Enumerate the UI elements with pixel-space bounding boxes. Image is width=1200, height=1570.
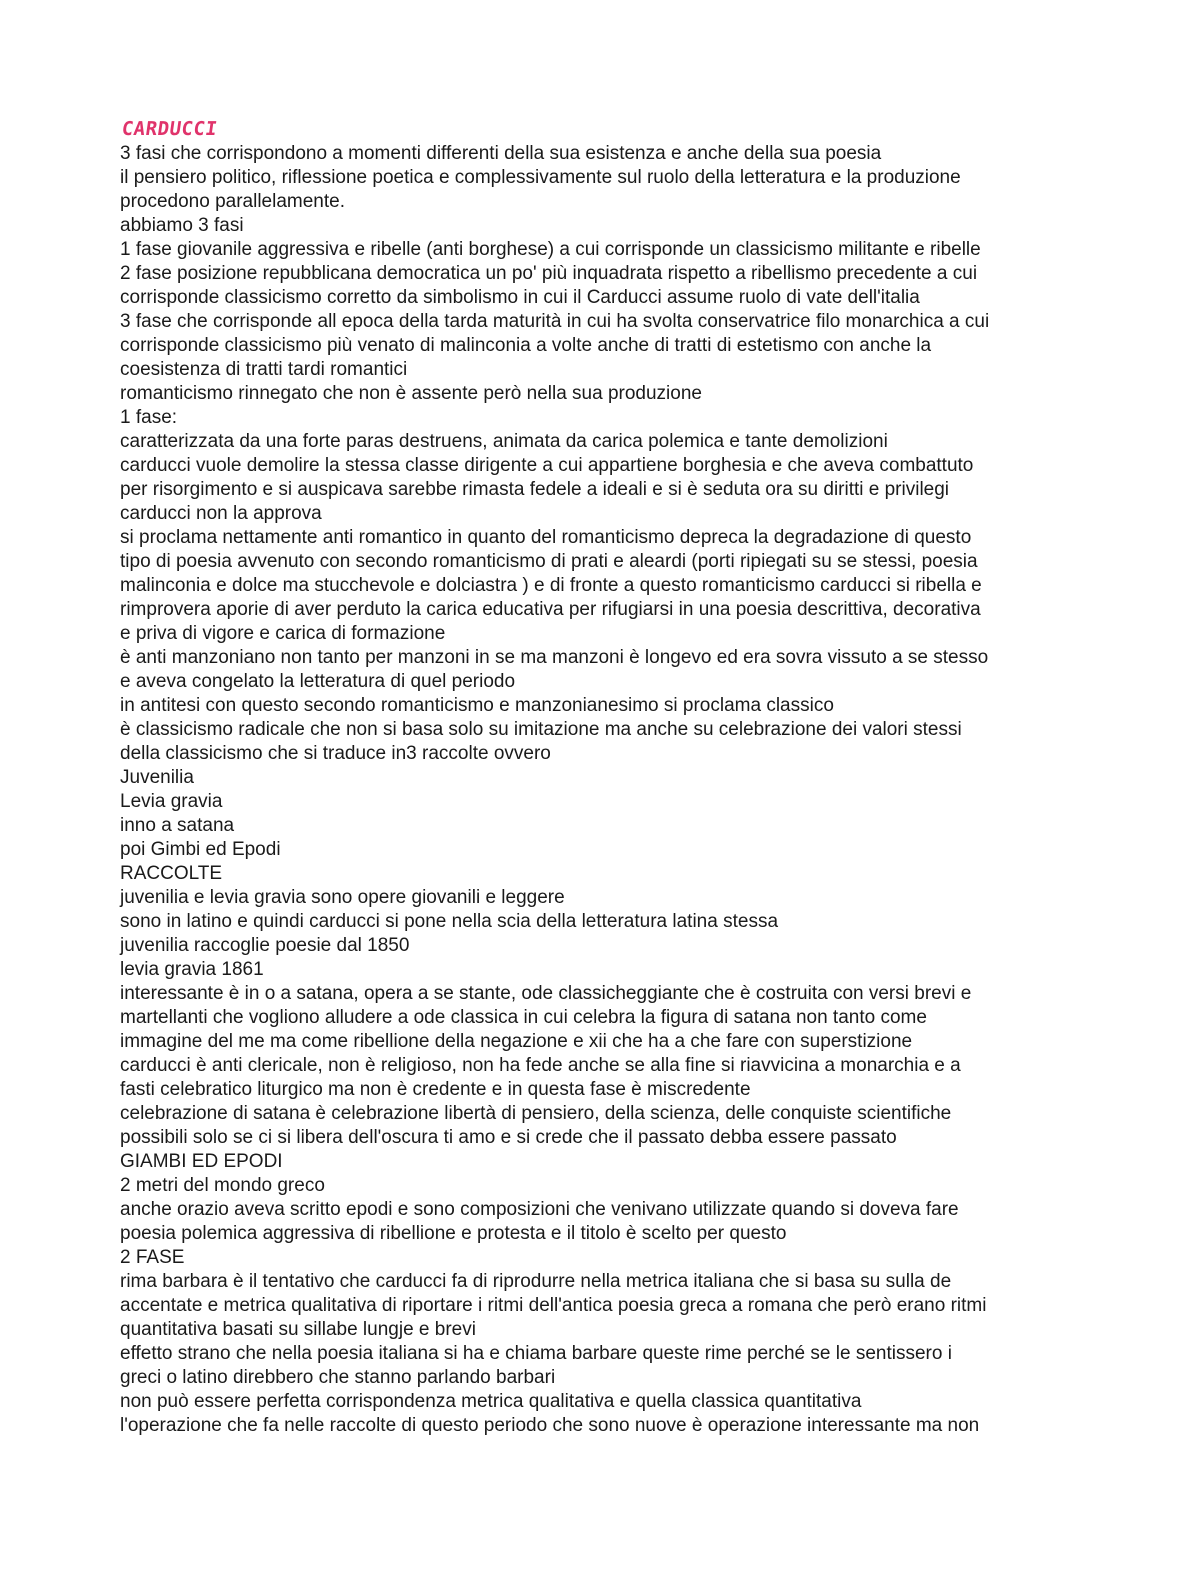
text-line: RACCOLTE <box>120 863 223 884</box>
text-line: quantitativa basati su sillabe lungje e brevi <box>120 1319 476 1340</box>
text-line: caratterizzata da una forte paras destruens, animata da carica polemica e tante demolizioni <box>120 431 888 452</box>
text-line: 1 fase: <box>120 407 178 428</box>
text-line: 2 FASE <box>120 1247 185 1268</box>
text-line: 3 fase che corrisponde all epoca della tarda maturità in cui ha svolta conservatrice filo monarchica a cui <box>120 311 990 332</box>
text-line: abbiamo 3 fasi <box>120 215 244 236</box>
text-line: corrisponde classicismo corretto da simbolismo in cui il Carducci assume ruolo di vate dell'italia <box>120 287 920 308</box>
text-line: l'operazione che fa nelle raccolte di questo periodo che sono nuove è operazione interessante ma non <box>120 1415 980 1436</box>
text-line: accentate e metrica qualitativa di riportare i ritmi dell'antica poesia greca a romana che però erano ritmi <box>120 1295 987 1316</box>
text-line: carducci vuole demolire la stessa classe dirigente a cui appartiene borghesia e che aveva combattuto <box>120 455 974 476</box>
text-line: è anti manzoniano non tanto per manzoni in se ma manzoni è longevo ed era sovra vissuto a se stesso <box>120 647 989 668</box>
text-line: interessante è in o a satana, opera a se stante, ode classicheggiante che è costruita con versi brevi e <box>120 983 972 1004</box>
text-line: Levia gravia <box>120 791 223 812</box>
text-line: greci o latino direbbero che stanno parlando barbari <box>120 1367 556 1388</box>
text-line: effetto strano che nella poesia italiana si ha e chiama barbare queste rime perché se le sentissero i <box>120 1343 952 1364</box>
text-line: 1 fase giovanile aggressiva e ribelle (anti borghese) a cui corrisponde un classicismo militante e ribelle <box>120 239 981 260</box>
text-line: per risorgimento e si auspicava sarebbe rimasta fedele a ideali e si è seduta ora su diritti e privilegi <box>120 479 950 500</box>
text-line: sono in latino e quindi carducci si pone nella scia della letteratura latina stessa <box>120 911 779 932</box>
text-line: malinconia e dolce ma stucchevole e dolciastra ) e di fronte a questo romanticismo carducci si ribella e <box>120 575 982 596</box>
text-line: non può essere perfetta corrispondenza metrica qualitativa e quella classica quantitativa <box>120 1391 862 1412</box>
text-line: poesia polemica aggressiva di ribellione e protesta e il titolo è scelto per questo <box>120 1223 787 1244</box>
text-line: celebrazione di satana è celebrazione libertà di pensiero, della scienza, delle conquiste scientifiche <box>120 1103 952 1124</box>
text-line: coesistenza di tratti tardi romantici <box>120 359 408 380</box>
text-line: immagine del me ma come ribellione della negazione e xii che ha a che fare con superstizione <box>120 1031 913 1052</box>
text-line: martellanti che vogliono alludere a ode classica in cui celebra la figura di satana non tanto come <box>120 1007 927 1028</box>
text-line: si proclama nettamente anti romantico in quanto del romanticismo depreca la degradazione di questo <box>120 527 972 548</box>
document-title: CARDUCCI <box>120 118 219 140</box>
text-line: juvenilia raccoglie poesie dal 1850 <box>120 935 410 956</box>
text-line: fasti celebratico liturgico ma non è credente e in questa fase è miscredente <box>120 1079 751 1100</box>
text-line: tipo di poesia avvenuto con secondo romanticismo di prati e aleardi (porti ripiegati su se stessi, poesia <box>120 551 978 572</box>
document-body <box>120 116 1085 1438</box>
text-line: carducci è anti clericale, non è religioso, non ha fede anche se alla fine si riavvicina a monarchia e a <box>120 1055 961 1076</box>
text-line: 2 fase posizione repubblicana democratica un po' più inquadrata rispetto a ribellismo precedente a cui <box>120 263 978 284</box>
text-line: carducci non la approva <box>120 503 322 524</box>
text-line: possibili solo se ci si libera dell'oscura ti amo e si crede che il passato debba essere passato <box>120 1127 897 1148</box>
text-line: poi Gimbi ed Epodi <box>120 839 281 860</box>
text-line: anche orazio aveva scritto epodi e sono composizioni che venivano utilizzate quando si doveva fare <box>120 1199 959 1220</box>
text-line: procedono parallelamente. <box>120 191 345 212</box>
text-line: rimprovera aporie di aver perduto la carica educativa per rifugiarsi in una poesia descrittiva, decorativa <box>120 599 981 620</box>
text-line: romanticismo rinnegato che non è assente però nella sua produzione <box>120 383 702 404</box>
text-line: rima barbara è il tentativo che carducci fa di riprodurre nella metrica italiana che si basa su sulla de <box>120 1271 952 1292</box>
text-line: e aveva congelato la letteratura di quel periodo <box>120 671 516 692</box>
text-line: è classicismo radicale che non si basa solo su imitazione ma anche su celebrazione dei valori stessi <box>120 719 962 740</box>
text-line: inno a satana <box>120 815 235 836</box>
text-line: in antitesi con questo secondo romanticismo e manzonianesimo si proclama classico <box>120 695 834 716</box>
text-line: 2 metri del mondo greco <box>120 1175 325 1196</box>
text-line: levia gravia 1861 <box>120 959 264 980</box>
text-line: corrisponde classicismo più venato di malinconia a volte anche di tratti di estetismo con anche la <box>120 335 932 356</box>
text-line: Juvenilia <box>120 767 194 788</box>
text-line: della classicismo che si traduce in3 raccolte ovvero <box>120 743 551 764</box>
text-line: il pensiero politico, riflessione poetica e complessivamente sul ruolo della letteratura e la produzione <box>120 167 961 188</box>
text-lines <box>120 142 1085 1438</box>
text-line: GIAMBI ED EPODI <box>120 1151 283 1172</box>
text-line: juvenilia e levia gravia sono opere giovanili e leggere <box>120 887 565 908</box>
text-line: e priva di vigore e carica di formazione <box>120 623 446 644</box>
text-line: 3 fasi che corrispondono a momenti differenti della sua esistenza e anche della sua poesia <box>120 143 882 164</box>
